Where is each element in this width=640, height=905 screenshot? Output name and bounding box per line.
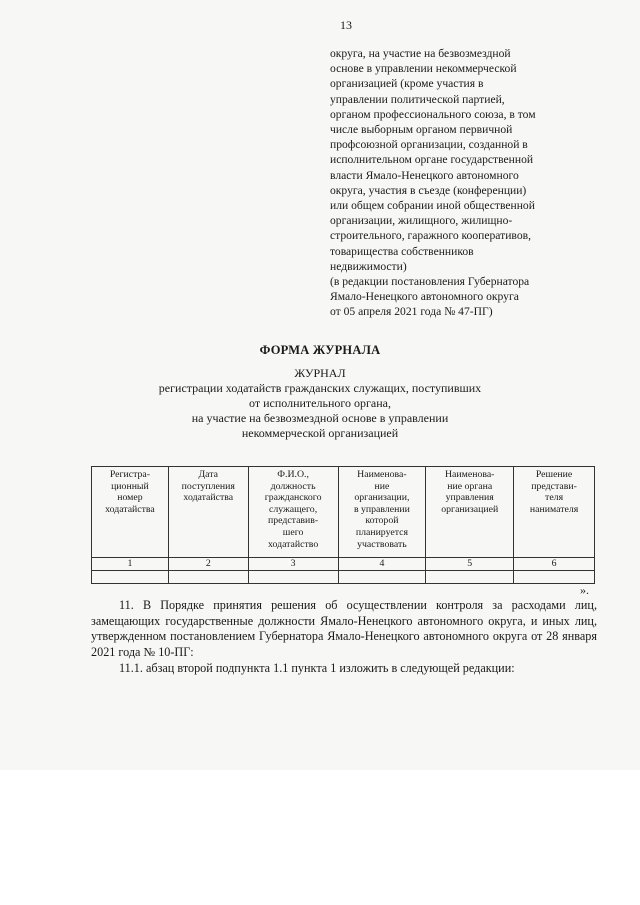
journal-subtitle-line: регистрации ходатайств гражданских служащих, поступивших — [158, 381, 482, 395]
paragraph-11 — [91, 598, 597, 660]
empty-cell — [514, 570, 595, 583]
header-cell-receipt-date: Дата поступления ходатайства — [168, 467, 248, 558]
intro-line: от 05 апреля 2021 года № 47-ПГ) — [330, 305, 493, 319]
form-title: ФОРМА ЖУРНАЛА — [259, 343, 381, 357]
intro-line: власти Ямало-Ненецкого автономного — [330, 168, 519, 182]
intro-line: товарищества собственников — [330, 244, 474, 258]
empty-cell — [248, 570, 338, 583]
intro-line: профсоюзной организации, созданной в — [330, 138, 528, 152]
intro-line: числе выборным органом первичной — [330, 123, 513, 137]
journal-subtitle-line: некоммерческой организацией — [241, 426, 399, 440]
closing-quote: ». — [580, 583, 589, 597]
intro-line: управлении политической партией, — [330, 92, 505, 106]
journal-title: ЖУРНАЛ — [294, 366, 346, 380]
journal-table — [91, 466, 595, 584]
intro-line: недвижимости) — [330, 259, 407, 273]
table-number-row — [92, 558, 595, 571]
journal-heading — [0, 366, 640, 441]
empty-cell — [168, 570, 248, 583]
paragraph-11-text: 11. В Порядке принятия решения об осуществлении контроля за расходами лиц, замещающих государственные должности Ямало-Ненецкого автономного округа, и иных лиц, утвержденном постановлением Губернатора Ямало-Ненецкого автономного округа от 28 января 2021 года № 10-ПГ: — [91, 598, 597, 659]
column-number: 4 — [338, 558, 426, 571]
empty-cell — [92, 570, 169, 583]
empty-cell — [426, 570, 514, 583]
column-number: 1 — [92, 558, 169, 571]
paragraph-11-1-text: 11.1. абзац второй подпункта 1.1 пункта 1 изложить в следующей редакции: — [119, 661, 515, 675]
amendment-reference — [330, 46, 630, 320]
header-cell-organization: Наименова- ние организации, в управлении которой планируется участвовать — [338, 467, 426, 558]
header-cell-management-body: Наименова- ние органа управления организацией — [426, 467, 514, 558]
page-number: 13 — [340, 18, 352, 32]
column-number: 3 — [248, 558, 338, 571]
intro-line: основе в управлении некоммерческой — [330, 62, 517, 76]
intro-line: организации, жилищного, жилищно- — [330, 214, 513, 228]
journal-subtitle-line: от исполнительного органа, — [248, 396, 391, 410]
intro-line: строительного, гаражного кооперативов, — [330, 229, 531, 243]
journal-subtitle-line: на участие на безвозмездной основе в управлении — [191, 411, 449, 425]
column-number: 2 — [168, 558, 248, 571]
header-cell-registration-number: Регистра- ционный номер ходатайства — [92, 467, 169, 558]
intro-line: исполнительном органе государственной — [330, 153, 534, 167]
intro-line: или общем собрании иной общественной — [330, 199, 535, 213]
intro-line: округа, на участие на безвозмездной — [330, 47, 511, 60]
table-empty-row — [92, 570, 595, 583]
paragraph-11-1 — [91, 661, 597, 677]
header-cell-employer-decision: Решение представи- теля нанимателя — [514, 467, 595, 558]
header-cell-employee: Ф.И.О., должность гражданского служащего, представив- шего ходатайство — [248, 467, 338, 558]
intro-line: Ямало-Ненецкого автономного округа — [330, 290, 519, 304]
intro-line: органом профессионального союза, в том — [330, 107, 536, 121]
table-header-row — [92, 467, 595, 558]
intro-line: округа, участия в съезде (конференции) — [330, 183, 527, 197]
column-number: 6 — [514, 558, 595, 571]
intro-line: (в редакции постановления Губернатора — [330, 275, 530, 289]
empty-cell — [338, 570, 426, 583]
intro-line: организацией (кроме участия в — [330, 77, 484, 91]
column-number: 5 — [426, 558, 514, 571]
